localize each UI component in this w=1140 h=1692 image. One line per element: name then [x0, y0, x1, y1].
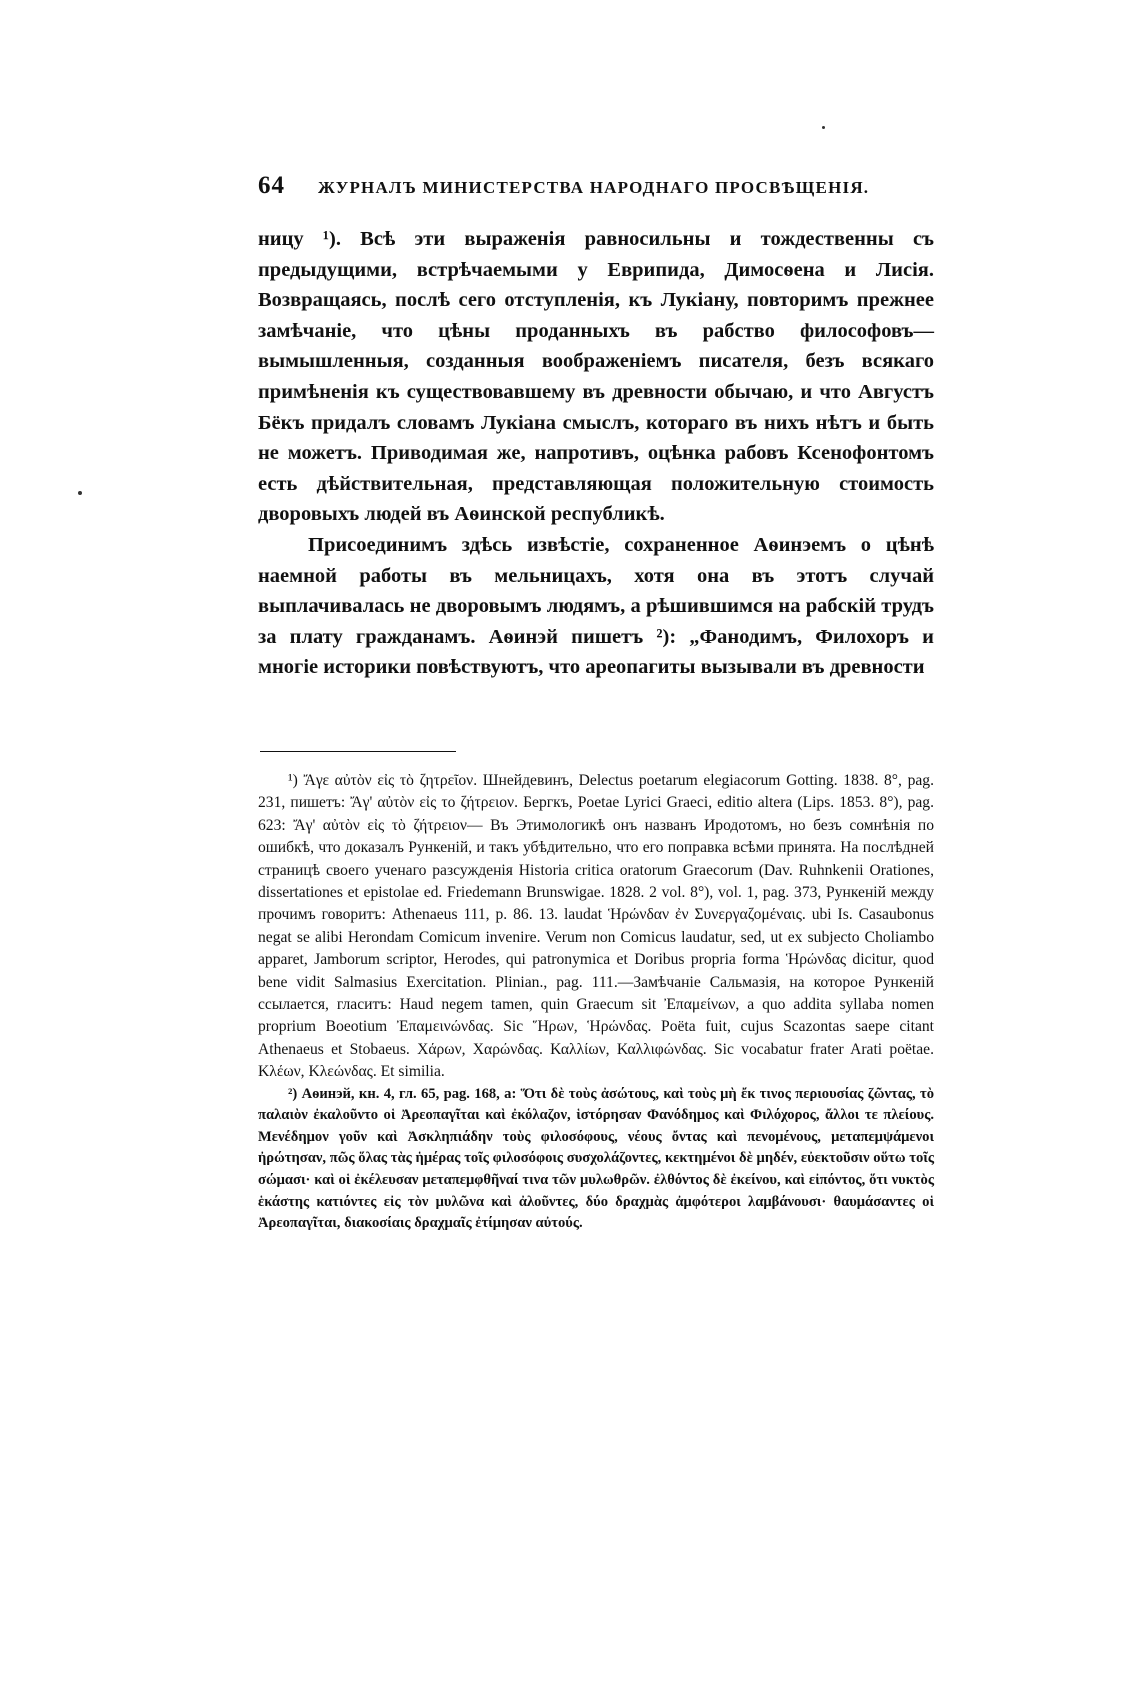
page-number: 64: [258, 172, 285, 199]
main-paragraph-1: ницу ¹). Всѣ эти выраженія равносильны и тождественны съ предыдущими, встрѣчаемыми у Еврипида, Димосѳена и Лисія. Возвращаясь, послѣ сего отступленія, къ Лукіану, повторимъ прежнее замѣчаніе, что цѣны проданныхъ въ рабство философовъ—вымышленныя, созданныя воображеніемъ писателя, безъ всякаго примѣненія къ существовавшему въ древности обычаю, и что Августъ Бёкъ придалъ словамъ Лукіана смыслъ, котораго въ нихъ нѣтъ и быть не можетъ. Приводимая же, напротивъ, оцѣнка рабовъ Ксенофонтомъ есть дѣйствительная, представляющая положительную стоимость дворовыхъ людей въ Аѳинской республикѣ.: [258, 228, 934, 526]
running-title: ЖУРНАЛЪ МИНИСТЕРСТВА НАРОДНАГО ПРОСВѢЩЕНІЯ.: [318, 178, 870, 197]
page-header: [258, 172, 934, 206]
footnote-1: ¹) Ἄγε αὐτὸν εἰς τὸ ζητρεῖον. Шнейдевинъ, Delectus poetarum elegiacorum Gotting. 1838. 8°, pag. 231, пишетъ: Ἄγ' αὐτὸν εἰς το ζήτρειον. Бергкъ, Poetae Lyrici Graeci, editio altera (Lips. 1853. 8°), pag. 623: Ἄγ' αὐτὸν εἰς τὸ ζήτρειον— Въ Этимологикѣ онъ названъ Иродотомъ, но безъ сомнѣнія по ошибкѣ, что доказалъ Рункеній, и такъ убѣдительно, что его поправка всѣми принята. На послѣдней страницѣ своего ученаго разсужденія Historia critica oratorum Graecorum (Dav. Ruhnkenii Orationes, dissertationes et epistolae ed. Friedemann Brunswigae. 1828. 2 vol. 8°), vol. 1, pag. 373, Рункеній между прочимъ говоритъ: Athenaeus 111, p. 86. 13. laudat Ἡρώνδαν ἐν Συνεργαζομέναις. ubi Is. Casaubonus negat se alibi Herondam Comicum invenire. Verum non Comicus laudatur, sed, ut ex subjecto Choliambo apparet, Jamborum scriptor, Herodes, qui patronymica et Doribus propria forma Ἡρώνδας dicitur, quod bene vidit Salmasius Exercitation. Plinian., pag. 111.—Замѣчаніе Сальмазія, на которое Рункеній ссылается, гласитъ: Haud negem tamen, quin Graecum sit Ἐπαμείνων, a quo addita syllaba nomen proprium Boeotium Ἐπαμεινώνδας. Sic Ἥρων, Ἡρώνδας. Poëta fuit, cujus Scazontas saepe citant Athenaeus et Stobaeus. Χάρων, Χαρώνδας. Καλλίων, Καλλιφώνδας. Sic vocabatur frater Arati poëtae. Κλέων, Κλεώνδας. Et similia.: [258, 772, 934, 1081]
print-speck: [822, 126, 825, 129]
main-text: [258, 224, 934, 683]
main-paragraph-2: Присоединимъ здѣсь извѣстіе, сохраненное Аѳинэемъ о цѣнѣ наемной работы въ мельницахъ, хотя она въ этотъ случай выплачивалась не дворовымъ людямъ, а рѣшившимся на рабскій трудъ за плату гражданамъ. Аѳинэй пишетъ ²): „Фанодимъ, Филохоръ и многіе историки повѣствуютъ, что ареопагиты вызывали въ древности: [258, 533, 934, 679]
footnotes: [258, 770, 934, 1235]
footnote-separator: [260, 751, 456, 752]
margin-dot: [78, 491, 82, 495]
footnote-2: ²) Аѳинэй, кн. 4, гл. 65, pag. 168, a: Ὅτι δὲ τοὺς ἀσώτους, καὶ τοὺς μὴ ἔκ τινος περιουσίας ζῶντας, τὸ παλαιὸν ἐκαλοῦντο οἱ Ἀρεοπαγῖται καὶ ἐκόλαζον, ἱστόρησαν Φανόδημος καὶ Φιλόχορος, ἄλλοι τε πλείους. Μενέδημον γοῦν καὶ Ἀσκληπιάδην τοὺς φιλοσόφους, νέους ὄντας καὶ πενομένους, μεταπεμψάμενοι ἠρώτησαν, πῶς ὅλας τὰς ἡμέρας τοῖς φιλοσόφοις συσχολάζοντες, κεκτημένοι δὲ μηδέν, εὐεκτοῦσιν οὕτω τοῖς σώμασι· καὶ οἱ ἐκέλευσαν μεταπεμφθῆναί τινα τῶν μυλωθρῶν. ἐλθόντος δὲ ἐκείνου, καὶ εἰπόντος, ὅτι νυκτὸς ἑκάστης κατιόντες εἰς τὸν μυλῶνα καὶ ἀλοῦντες, δύο δραχμὰς ἀμφότεροι λαμβάνουσι· θαυμάσαντες οἱ Ἀρεοπαγῖται, διακοσίαις δραχμαῖς ἐτίμησαν αὐτούς.: [258, 1085, 934, 1232]
